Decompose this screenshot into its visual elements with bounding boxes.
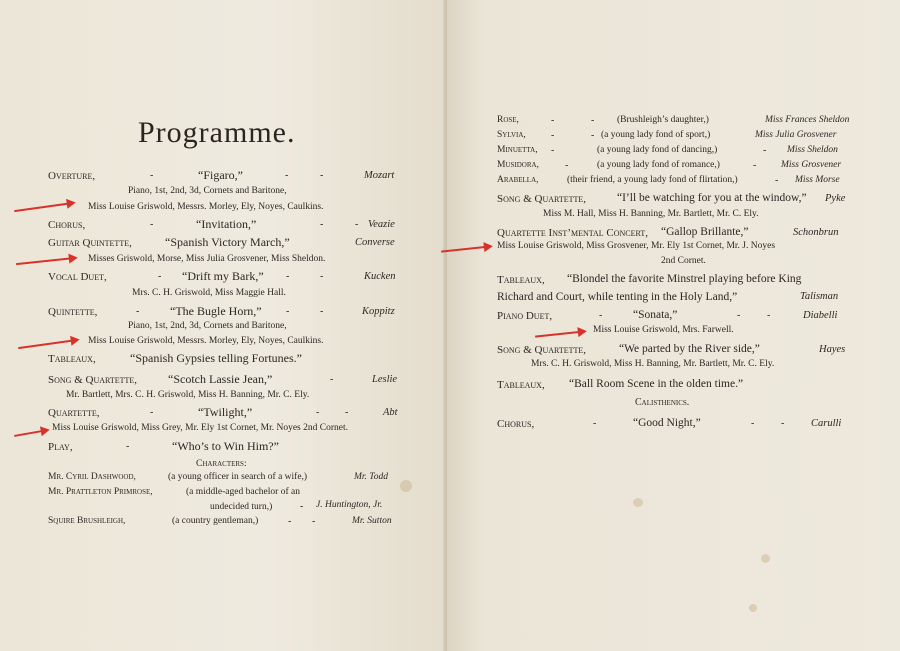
overture-line1: Piano, 1st, 2nd, 3d, Cornets and Baritone, bbox=[128, 186, 287, 196]
play-piece: “Who’s to Win Him?” bbox=[172, 439, 279, 453]
dash: - bbox=[150, 170, 154, 181]
dash: - bbox=[285, 170, 289, 181]
song1-piece: “I’ll be watching for you at the window,” bbox=[617, 192, 807, 204]
character-name: Musidora, bbox=[497, 160, 539, 170]
quintette-line2: Miss Louise Griswold, Messrs. Morley, Ely, Noyes, Caulkins. bbox=[88, 336, 324, 346]
character-desc: (a young lady fond of dancing,) bbox=[597, 145, 718, 155]
dash: - bbox=[158, 271, 162, 282]
character-actor: Miss Julia Grosvener bbox=[755, 130, 837, 140]
tableaux1-composer: Talisman bbox=[800, 291, 839, 302]
page-title: Programme. bbox=[138, 116, 296, 149]
character-desc: (a young lady fond of sport,) bbox=[601, 130, 711, 140]
concert-composer: Schonbrun bbox=[793, 227, 839, 238]
piano-label: Piano Duet, bbox=[497, 310, 553, 322]
song1-line1: Miss M. Hall, Miss H. Banning, Mr. Bartlett, Mr. C. Ely. bbox=[543, 209, 759, 219]
character-actor: J. Huntington, Jr. bbox=[316, 500, 383, 510]
dash: - bbox=[551, 130, 555, 141]
dash: - bbox=[591, 130, 595, 141]
vocal-piece: “Drift my Bark,” bbox=[182, 269, 264, 283]
foxing-spot bbox=[749, 604, 757, 612]
dash: - bbox=[330, 374, 334, 385]
character-actor: Miss Frances Sheldon bbox=[765, 115, 850, 125]
chorus-composer: Carulli bbox=[811, 418, 842, 429]
tableaux-piece: “Spanish Gypsies telling Fortunes.” bbox=[130, 351, 302, 365]
character-name: Arabella, bbox=[497, 175, 539, 185]
dash: - bbox=[591, 115, 595, 126]
vocal-label: Vocal Duet, bbox=[48, 271, 107, 283]
overture-composer: Mozart bbox=[364, 170, 395, 181]
song-line1: Mr. Bartlett, Mrs. C. H. Griswold, Miss H. Banning, Mr. C. Ely. bbox=[66, 390, 310, 400]
dash: - bbox=[599, 310, 603, 321]
dash: - bbox=[136, 306, 140, 317]
song2-composer: Hayes bbox=[819, 344, 846, 355]
foxing-spot bbox=[633, 498, 643, 507]
concert-line2: 2nd Cornet. bbox=[661, 256, 706, 266]
character-desc: (a young officer in search of a wife,) bbox=[168, 472, 308, 482]
song1-composer: Pyke bbox=[825, 193, 846, 204]
dash: - bbox=[126, 441, 130, 452]
character-desc: (a middle-aged bachelor of an bbox=[186, 487, 300, 497]
dash: - bbox=[775, 175, 779, 186]
foxing-spot bbox=[400, 480, 412, 492]
red-arrow-icon bbox=[14, 429, 48, 437]
character-name: Squire Brushleigh, bbox=[48, 516, 126, 526]
character-name: Mr. Prattleton Primrose, bbox=[48, 487, 153, 497]
character-actor: Miss Grosvener bbox=[781, 160, 842, 170]
dash: - bbox=[316, 407, 320, 418]
quartette-composer: Abt bbox=[383, 407, 398, 418]
song2-piece: “We parted by the River side,” bbox=[619, 343, 760, 355]
dash: - bbox=[551, 115, 555, 126]
calisthenics-heading: Calisthenics. bbox=[635, 397, 690, 408]
dash: - bbox=[751, 418, 755, 429]
piano-composer: Diabelli bbox=[803, 310, 838, 321]
dash: - bbox=[763, 145, 767, 156]
dash: - bbox=[320, 219, 324, 230]
red-arrow-icon bbox=[18, 339, 78, 349]
red-arrow-icon bbox=[14, 202, 74, 212]
character-desc: (a country gentleman,) bbox=[172, 516, 259, 526]
overture-piece: “Figaro,” bbox=[198, 168, 243, 182]
song2-line1: Mrs. C. H. Griswold, Miss H. Banning, Mr. Bartlett, Mr. C. Ely. bbox=[531, 359, 775, 369]
quintette-line1: Piano, 1st, 2nd, 3d, Cornets and Baritone, bbox=[128, 321, 287, 331]
song-composer: Leslie bbox=[372, 374, 398, 385]
red-arrow-icon bbox=[16, 257, 76, 265]
right-page bbox=[447, 0, 900, 651]
dash: - bbox=[286, 306, 290, 317]
chorus-composer: Veazie bbox=[368, 219, 395, 230]
character-name: Rose, bbox=[497, 115, 519, 125]
vocal-composer: Kucken bbox=[364, 271, 396, 282]
song-label: Song & Quartette, bbox=[48, 374, 138, 386]
red-arrow-icon bbox=[441, 245, 491, 252]
play-label: Play, bbox=[48, 441, 73, 453]
character-actor: Mr. Sutton bbox=[352, 516, 392, 526]
concert-label: Quartette Inst’mental Concert, bbox=[497, 227, 649, 239]
character-name: Mr. Cyril Dashwood, bbox=[48, 472, 136, 482]
dash: - bbox=[593, 418, 597, 429]
dash: - bbox=[288, 516, 292, 527]
concert-piece: “Gallop Brillante,” bbox=[661, 226, 749, 238]
chorus-piece: “Invitation,” bbox=[196, 217, 257, 231]
dash: - bbox=[551, 145, 555, 156]
piano-line1: Miss Louise Griswold, Mrs. Farwell. bbox=[593, 325, 734, 335]
chorus-label: Chorus, bbox=[48, 219, 86, 231]
dash: - bbox=[355, 219, 359, 230]
vocal-line1: Mrs. C. H. Griswold, Miss Maggie Hall. bbox=[132, 288, 286, 298]
left-page bbox=[0, 0, 447, 651]
character-desc2: undecided turn,) bbox=[210, 502, 273, 512]
tableaux1-piece2: Richard and Court, while tenting in the Holy Land,” bbox=[497, 291, 738, 303]
character-actor: Mr. Todd bbox=[354, 472, 388, 482]
overture-line2: Miss Louise Griswold, Messrs. Morley, Ely, Noyes, Caulkins. bbox=[88, 202, 324, 212]
song1-label: Song & Quartette, bbox=[497, 193, 587, 205]
tableaux-label: Tableaux, bbox=[48, 353, 96, 365]
character-actor: Miss Morse bbox=[795, 175, 840, 185]
guitar-piece: “Spanish Victory March,” bbox=[165, 235, 290, 249]
dash: - bbox=[767, 310, 771, 321]
dash: - bbox=[286, 271, 290, 282]
foxing-spot bbox=[761, 554, 770, 563]
guitar-line1: Misses Griswold, Morse, Miss Julia Grosvener, Miss Sheldon. bbox=[88, 254, 326, 264]
tableaux2-label: Tableaux, bbox=[497, 379, 545, 391]
dash: - bbox=[150, 407, 154, 418]
character-desc: (a young lady fond of romance,) bbox=[597, 160, 720, 170]
dash: - bbox=[300, 501, 304, 512]
character-actor: Miss Sheldon bbox=[787, 145, 838, 155]
chorus-piece: “Good Night,” bbox=[633, 417, 701, 429]
song-piece: “Scotch Lassie Jean,” bbox=[168, 372, 273, 386]
dash: - bbox=[737, 310, 741, 321]
dash: - bbox=[320, 306, 324, 317]
quartette-label: Quartette, bbox=[48, 407, 100, 419]
overture-label: Overture, bbox=[48, 170, 96, 182]
character-desc: (Brushleigh’s daughter,) bbox=[617, 115, 709, 125]
character-desc: (their friend, a young lady fond of flirtation,) bbox=[567, 175, 738, 185]
characters-heading: Characters: bbox=[196, 459, 247, 469]
guitar-composer: Converse bbox=[355, 237, 395, 248]
quintette-piece: “The Bugle Horn,” bbox=[170, 304, 262, 318]
dash: - bbox=[753, 160, 757, 171]
quartette-line1: Miss Louise Griswold, Miss Grey, Mr. Ely 1st Cornet, Mr. Noyes 2nd Cornet. bbox=[52, 423, 348, 433]
dash: - bbox=[150, 219, 154, 230]
quintette-label: Quintette, bbox=[48, 306, 98, 318]
tableaux1-label: Tableaux, bbox=[497, 274, 545, 286]
guitar-label: Guitar Quintette, bbox=[48, 237, 132, 249]
song2-label: Song & Quartette, bbox=[497, 344, 587, 356]
dash: - bbox=[781, 418, 785, 429]
character-name: Minuetta, bbox=[497, 145, 538, 155]
dash: - bbox=[320, 170, 324, 181]
concert-line1: Miss Louise Griswold, Miss Grosvener, Mr. Ely 1st Cornet, Mr. J. Noyes bbox=[497, 241, 776, 251]
dash: - bbox=[345, 407, 349, 418]
quintette-composer: Koppitz bbox=[362, 306, 395, 317]
piano-piece: “Sonata,” bbox=[633, 309, 678, 321]
tableaux1-piece: “Blondel the favorite Minstrel playing before King bbox=[567, 273, 802, 285]
red-arrow-icon bbox=[535, 330, 585, 337]
quartette-piece: “Twilight,” bbox=[198, 405, 253, 419]
dash: - bbox=[312, 516, 316, 527]
chorus-label: Chorus, bbox=[497, 418, 535, 430]
dash: - bbox=[565, 160, 569, 171]
tableaux2-piece: “Ball Room Scene in the olden time.” bbox=[569, 378, 744, 390]
character-name: Sylvia, bbox=[497, 130, 526, 140]
dash: - bbox=[320, 271, 324, 282]
